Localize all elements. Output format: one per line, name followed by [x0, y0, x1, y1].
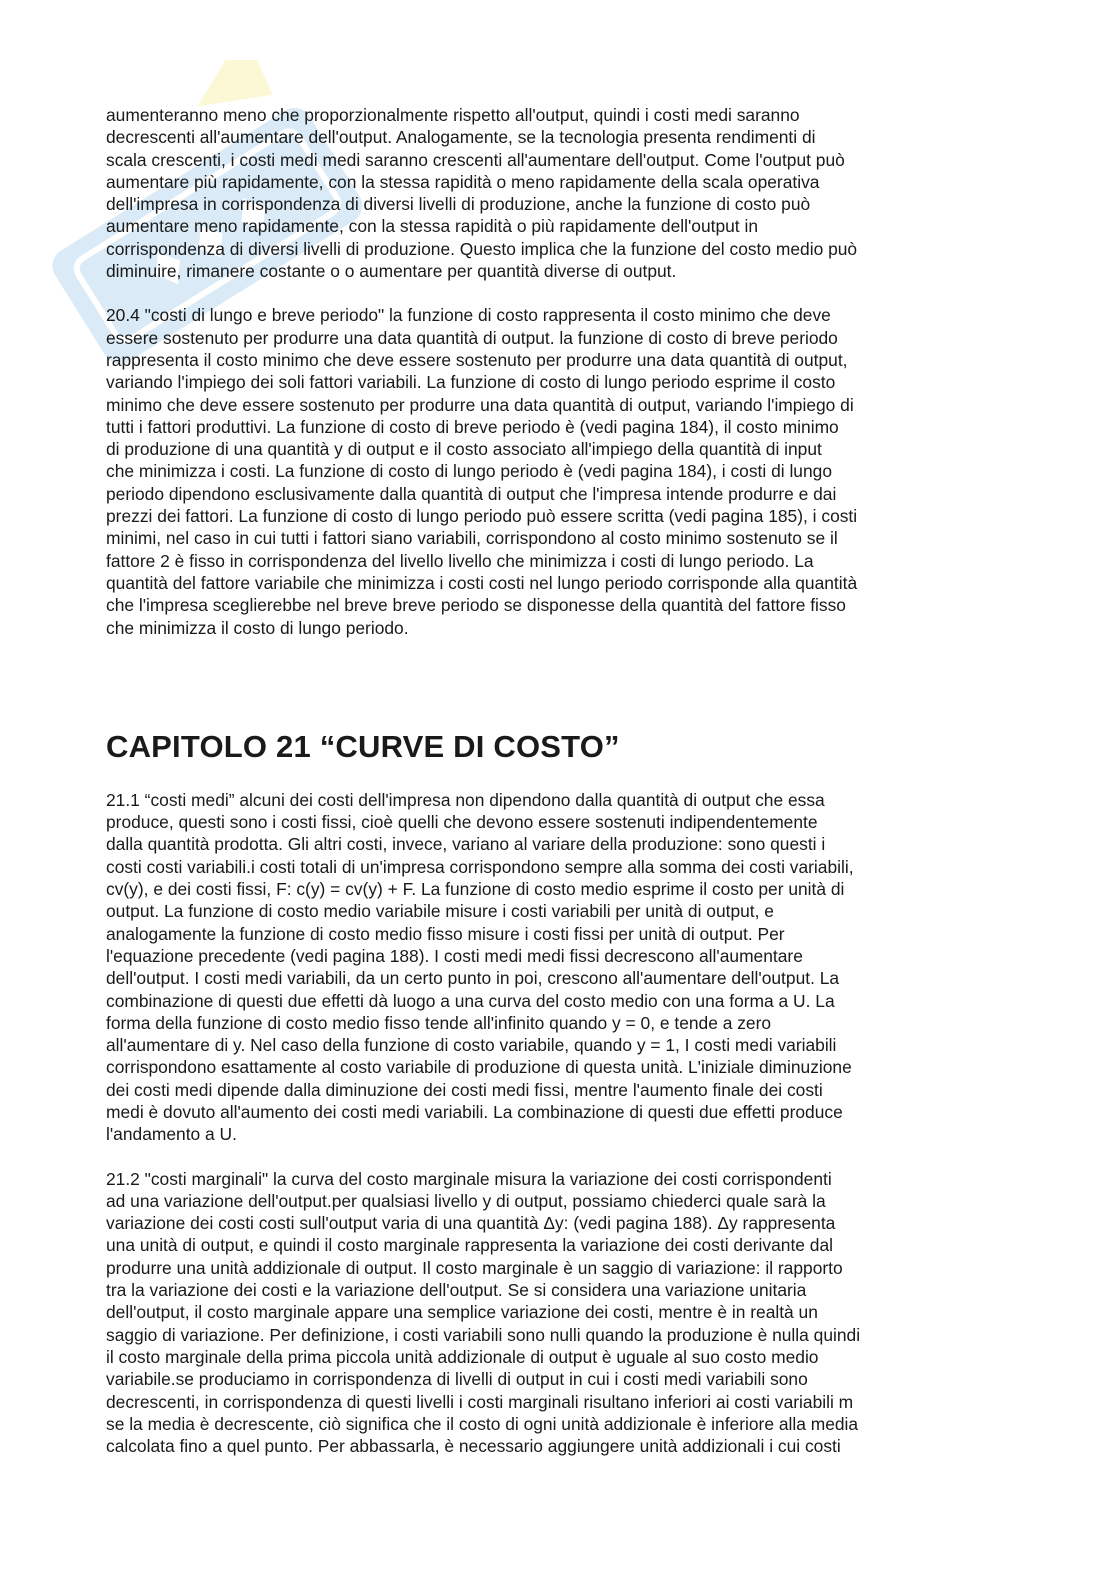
- chapter-title: CAPITOLO 21 “CURVE DI COSTO”: [106, 728, 620, 764]
- paragraph-section-21-2: 21.2 "costi marginali" la curva del costo marginale misura la variazione dei costi corrispondenti ad una variazione dell'output.per qualsiasi livello y di output, possiamo chiederci quale sarà la variazione dei costi costi sull'output varia di una quantità Δy: (vedi pagina 188). Δy rappresenta una unità di output, e quindi il costo marginale rappresenta la variazione dei costi derivante dal produrre una unità addizionale di output. Il costo marginale è un saggio di variazione: il rapporto tra la variazione dei costi e la variazione dell'output. Se si considera una variazione unitaria dell'output, il costo marginale appare una semplice variazione dei costi, mentre è in realtà un saggio di variazione. Per definizione, i costi variabili sono nulli quando la produzione è nulla quindi il costo marginale della prima piccola unità addizionale di output è uguale al suo costo medio variabile.se produciamo in corrispondenza di livelli di output in cui i costi medi variabili sono decrescenti, in corrispondenza di questi livelli i costi marginali risultano inferiori ai costi variabili m se la media è decrescente, ciò significa che il costo di ogni unità addizionale è inferiore alla media calcolata fino a quel punto. Per abbassarla, è necessario aggiungere unità addizionali i cui costi: [106, 1168, 861, 1457]
- paragraph-spacer: [106, 1146, 1006, 1168]
- paragraph-section-21-1: 21.1 “costi medi” alcuni dei costi dell'impresa non dipendono dalla quantità di output che essa produce, questi sono i costi fissi, cioè quelli che devono essere sostenuti indipendentemente dalla quantità prodotta. Gli altri costi, invece, variano al variare della produzione: sono questi i costi costi variabili.i costi totali di un'impresa corrispondono sempre alla somma dei costi variabili, cv(y), e dei costi fissi, F: c(y) = cv(y) + F. La funzione di costo medio esprime il costo per unità di output. La funzione di costo medio variabile misure i costi variabili per unità di output, e analogamente la funzione di costo medio fisso misure i costi fissi per unità di output. Per l'equazione precedente (vedi pagina 188). I costi medi medi fissi decrescono all'aumentare dell'output. I costi medi variabili, da un certo punto in poi, crescono all'aumentare dell'output. La combinazione di questi due effetti dà luogo a una curva del costo medio con una forma a U. La forma della funzione di costo medio fisso tende all'infinito quando y = 0, e tende a zero all'aumentare di y. Nel caso della funzione di costo variabile, quando y = 1, I costi medi variabili corrispondono esattamente al costo variabile di produzione di questa unità. L'iniziale diminuzione dei costi medi dipende dalla diminuzione dei costi medi fissi, mentre l'aumento finale dei costi medi è dovuto all'aumento dei costi medi variabili. La combinazione di questi due effetti produce l'andamento a U.: [106, 789, 854, 1145]
- paragraph-section-20-4: 20.4 "costi di lungo e breve periodo" la funzione di costo rappresenta il costo minimo che deve essere sostenuto per produrre una data quantità di output. la funzione di costo di breve periodo rappresenta il costo minimo che deve essere sostenuto per produrre una data quantità di output, variando l'impiego dei soli fattori variabili. La funzione di costo di lungo periodo esprime il costo minimo che deve essere sostenuto per produrre una data quantità di output, variando l'impiego di tutti i fattori produttivi. La funzione di costo di breve periodo è (vedi pagina 184), il costo minimo di produzione di una quantità y di output e il costo associato all'impiego della quantità di input che minimizza i costi. La funzione di costo di lungo periodo è (vedi pagina 184), i costi di lungo periodo dipendono esclusivamente dalla quantità di output che l'impresa intende produrre e dai prezzi dei fattori. La funzione di costo di lungo periodo può essere scritta (vedi pagina 185), i costi minimi, nel caso in cui tutti i fattori siano variabili, corrispondono al costo minimo sostenuto se il fattore 2 è fisso in corrispondenza del livello livello che minimizza i costi di lungo periodo. La quantità del fattore variabile che minimizza i costi costi nel lungo periodo corrisponde alla quantità che l'impresa sceglierebbe nel breve breve periodo se disponesse della quantità del fattore fisso che minimizza il costo di lungo periodo.: [106, 305, 858, 638]
- paragraph-rendimenti: aumenteranno meno che proporzionalmente rispetto all'output, quindi i costi medi saranno decrescenti all'aumentare dell'output. Analogamente, se la tecnologia presenta rendimenti di scala crescenti, i costi medi medi saranno crescenti all'aumentare dell'output. Come l'output può aumentare più rapidamente, con la stessa rapidità o meno rapidamente della scala operativa dell'impresa in corrispondenza di diversi livelli di produzione, anche la funzione di costo può aumentare meno rapidamente, con la stessa rapidità o più rapidamente dell'output in corrispondenza di diversi livelli di produzione. Questo implica che la funzione del costo medio può diminuire, rimanere costante o o aumentare per quantità diverse di output.: [106, 105, 858, 282]
- chapter-spacer: [106, 639, 1006, 727]
- svg-text:♦ ♦ ♦: ♦ ♦ ♦: [133, 172, 285, 305]
- document-body: [106, 104, 1006, 1457]
- paragraph-spacer: [106, 282, 1006, 304]
- heading-spacer: [106, 767, 1006, 789]
